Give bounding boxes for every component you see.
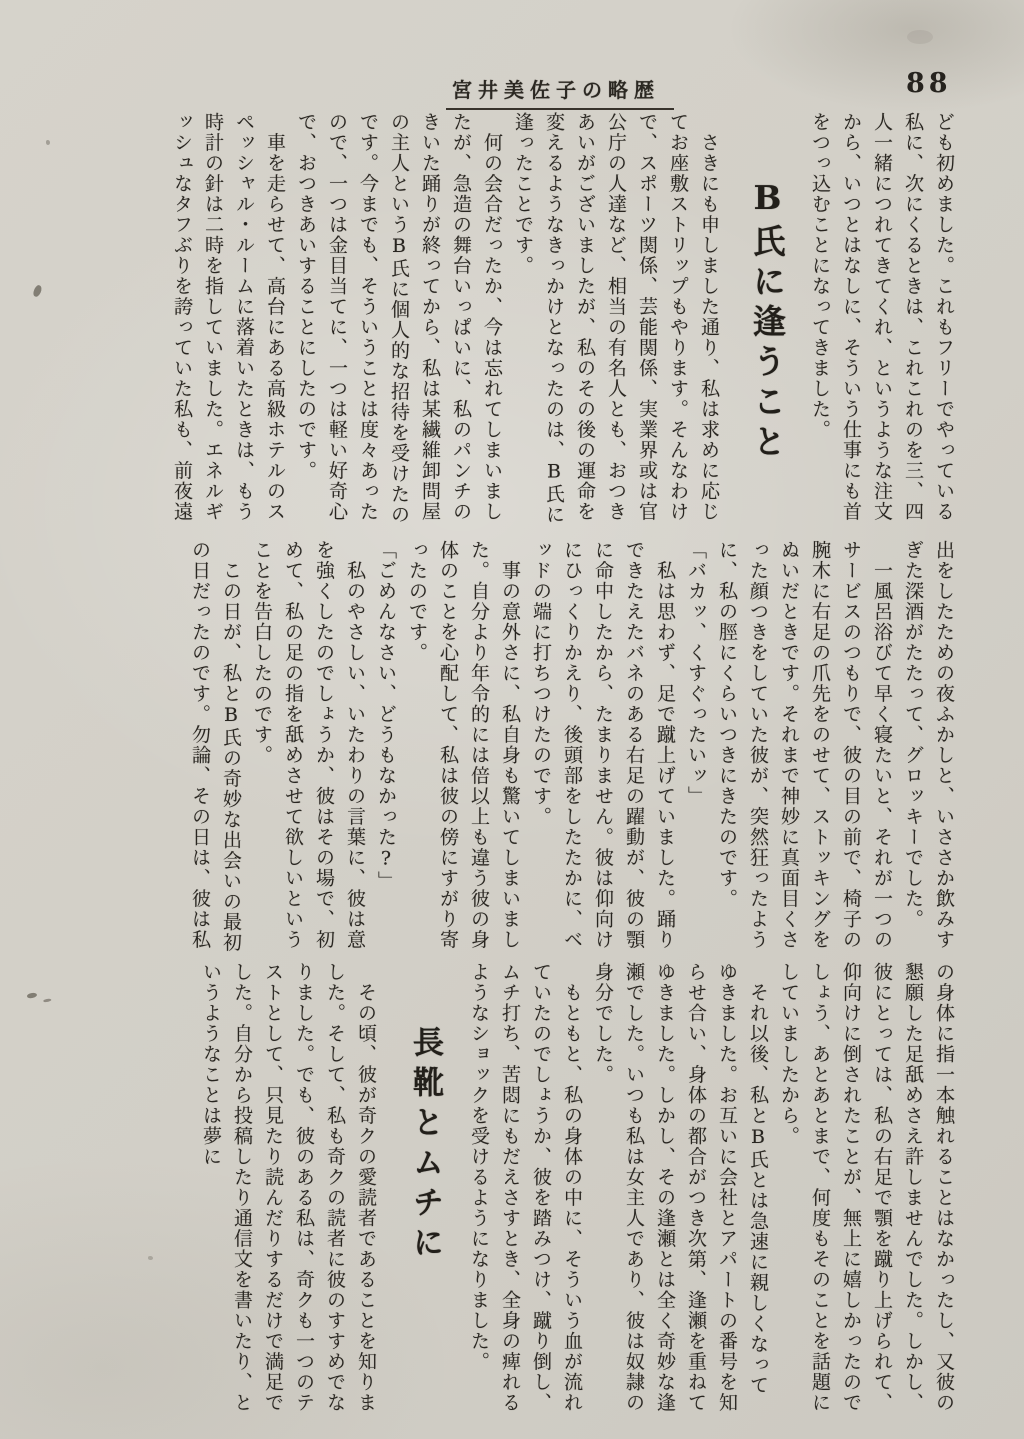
paragraph: それ以後、私とB氏とは急速に親しくなってゆきました。お互いに会社とアパートの番号を知らせ合い、身体の都合がつき次第、逢瀬を重ねてゆきました。しかし、その逢瀬とは全く奇妙な逢瀬でした。いつも私は女主人であり、彼は奴隷の身分でした。 (592, 962, 769, 1413)
paragraph: 出をしたための夜ふかしと、いささか飲みすぎた深酒がたたって、グロッキーでした。 (902, 540, 955, 950)
paragraph: 「バカッ、くすぐったいッ」 (685, 540, 707, 807)
text-band-bottom (163, 962, 959, 1414)
paragraph: もともと、私の身体の中に、そういう血が流れていたのでしょうか、彼を踏みつけ、蹴り倒し、ムチ打ち、苦悶にもだえさすとき、全身の痺れるようなショックを受けるようになりました。 (468, 962, 583, 1413)
section-heading-boots-and-whip: 長靴とムチに (407, 1026, 443, 1266)
paragraph: さきにも申しました通り、私は求めに応じてお座敷ストリップもやります。そんなわけで、スポーツ関係、芸能関係、実業界或は官公庁の人達など、相当の有名人とも、おつきあいがございましたが、私のその後の運命を変えるようなきっかけとなったのは、B氏に逢ったことです。 (512, 112, 720, 525)
paragraph: 私は思わず、足で蹴上げていました。踊りできたえたバネのある右足の躍動が、彼の顎に命中したから、たまりません。彼は仰向けにひっくりかえり、後頭部をしたたかに、ベッドの端に打ちつけたのです。 (530, 540, 676, 950)
paragraph: 私のやさしい、いたわりの言葉に、彼は意を強くしたのでしょうか、彼はその場で、初めて、私の足の指を舐めさせて欲しいということを告白したのです。 (251, 540, 366, 950)
scan-speck (32, 284, 43, 298)
paragraph: 何の会合だったか、今は忘れてしまいましたが、急造の舞台いっぱいに、私のパンチのきいた踊りが終ってから、私は某繊維卸問屋の主人というB氏に個人的な招待を受けたのです。今までも、そういうことは度々あったので、一つは金目当てに、一つは軽い好奇心で、おつきあいすることにしたのです。 (295, 112, 503, 525)
paragraph: 一風呂浴びて早く寝たいと、それが一つのサービスのつもりで、彼の目の前で、椅子の腕木に右足の爪先をのせて、ストッキングをぬいだときです。それまで神妙に真面目くさった顔つきをしていた彼が、突然狂ったように、私の脛にくらいつきにきたのです。 (716, 540, 893, 950)
page-number: 88 (906, 68, 952, 99)
paragraph: その頃、彼が奇クの愛読者であることを知りました。そして、私も奇クの読者に彼のすすめでなりました。でも、彼のある私は、奇クも一つのテストとして、只見たり読んだりするだけで満足でした。自分から投稿したり通信文を書いたり、というようなことは夢に (200, 962, 377, 1413)
running-title: 宮井美佐子の略歴 (446, 74, 674, 110)
text-band-top (165, 112, 959, 526)
paragraph: この日が、私とB氏の奇妙な出会いの最初の日だったのです。勿論、その日は、彼は私 (189, 540, 242, 953)
scan-stain (907, 30, 933, 44)
paragraph: 事の意外さに、私自身も驚いてしまいました。自分より年令的には倍以上も違う彼の身体のことを心配して、私は彼の傍にすがり寄ったのです。 (406, 540, 521, 950)
scan-speck (148, 1256, 153, 1260)
paragraph: 車を走らせて、高台にある高級ホテルのスペッシャル・ルームに落着いたときは、もう時計の針は二時を指していました。エネルギッシュなタフぶりを誇っていた私も、前夜遠 (171, 112, 286, 522)
paragraph: ども初めました。これもフリーでやっている私に、次にくるときは、これこれのを三、四人一緒につれてきてくれ、というような注文から、いつとはなしに、そういう仕事にも首をつっ込むことになってきました。 (809, 112, 955, 522)
section-heading-meeting-mr-b: B氏に逢うこと (748, 178, 787, 464)
scan-speck (46, 140, 50, 145)
paragraph: の身体に指一本触れることはなかったし、又彼の懇願した足舐めさえ許しませんでした。しかし、彼にとっては、私の右足で顎を蹴り上げられて、仰向けに倒されたことが、無上に嬉しかったのでしょう、あとあとまで、何度もそのことを話題にしていましたから。 (778, 962, 955, 1413)
text-band-middle (165, 540, 959, 954)
paragraph: 「ごめんなさい、どうもなかった?」 (375, 540, 397, 892)
scan-speck (27, 992, 38, 999)
